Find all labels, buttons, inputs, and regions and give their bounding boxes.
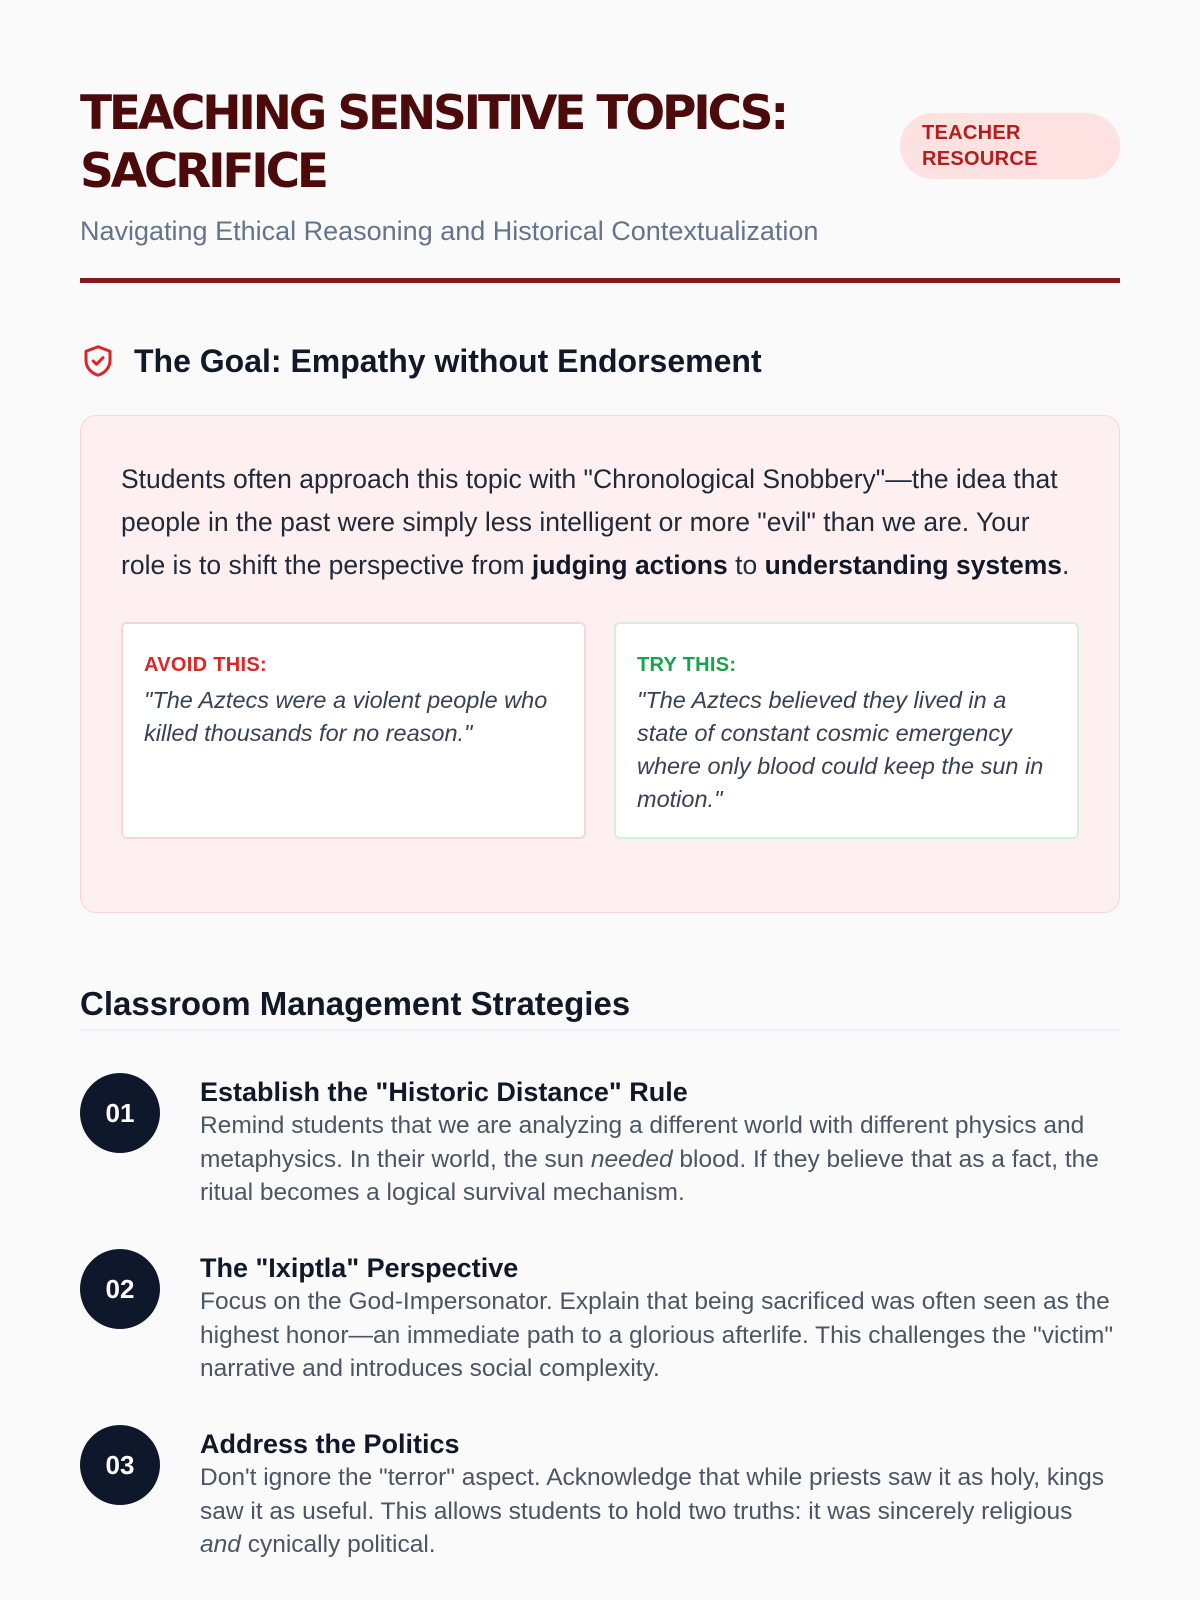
strategy-body [200, 1249, 1120, 1386]
strategy-text [200, 1285, 1120, 1386]
avoid-card [121, 622, 586, 839]
strategy-text-part: blood. If they believe that as a fact, the ritual becomes a logical survival mechanism. [200, 1145, 1099, 1206]
goal-intro [121, 458, 1079, 587]
page-subtitle: Navigating Ethical Reasoning and Historical Contextualization [80, 216, 819, 246]
page-title: TEACHING SENSITIVE TOPICS: SACRIFICE [80, 86, 786, 199]
strategy-body [200, 1073, 1120, 1210]
try-quote: "The Aztecs believed they lived in a state of constant cosmic emergency where only blood could keep the sun in motion." [637, 687, 1044, 812]
strategy-title: Establish the "Historic Distance" Rule [200, 1077, 688, 1107]
avoid-quote: "The Aztecs were a violent people who killed thousands for no reason." [144, 687, 548, 746]
goal-intro-emphasis-1: judging actions [531, 550, 728, 580]
shield-check-icon [80, 342, 116, 380]
strategy-item [80, 1425, 1120, 1575]
goal-intro-text-2: to [727, 550, 765, 580]
goal-title: The Goal: Empathy without Endorsement [134, 342, 762, 379]
step-number: 01 [80, 1073, 160, 1153]
strategy-text-part: Remind students that we are analyzing a different world with different physics and metaphysics. In their world, the sun [200, 1112, 1085, 1173]
try-label: TRY THIS: [637, 654, 737, 676]
step-number: 03 [80, 1425, 160, 1505]
strategy-text-part: cynically political. [240, 1531, 436, 1558]
strategy-text [200, 1461, 1120, 1562]
strategy-text-emphasis: and [200, 1531, 241, 1558]
avoid-label: AVOID THIS: [144, 654, 267, 676]
goal-intro-emphasis-2: understanding systems [764, 550, 1063, 580]
strategy-text-part: Don't ignore the "terror" aspect. Acknowledge that while priests saw it as holy, kings saw it as useful. This allows students to hold two truths: it was sincerely religious [200, 1464, 1105, 1525]
strategy-text-part: Focus on the God-Impersonator. Explain that being sacrificed was often seen as the highest honor—an immediate path to a glorious afterlife. This challenges the "victim" narrative and introduces social complexity. [200, 1288, 1114, 1382]
step-number: 02 [80, 1249, 160, 1329]
goal-intro-text-3: . [1062, 550, 1070, 580]
header [80, 85, 1120, 283]
goal-intro-text: Students often approach this topic with "Chronological Snobbery"—the idea that people in the past were simply less intelligent or more "evil" than we are. Your role is to shift the perspective from [121, 464, 1058, 580]
comparison-cards [121, 622, 1079, 839]
strategy-title: The "Ixiptla" Perspective [200, 1253, 519, 1283]
teacher-resource-badge: TEACHER RESOURCE [900, 113, 1120, 179]
strategy-item [80, 1073, 1120, 1223]
goal-heading [80, 337, 1120, 385]
strategy-text [200, 1109, 1120, 1210]
strategy-text-emphasis: needed [590, 1145, 673, 1173]
strategy-item [80, 1249, 1120, 1399]
strategies-heading: Classroom Management Strategies [80, 985, 1120, 1031]
goal-callout [80, 415, 1120, 913]
strategy-body [200, 1425, 1120, 1562]
strategy-title: Address the Politics [200, 1429, 460, 1459]
try-card [614, 622, 1079, 839]
